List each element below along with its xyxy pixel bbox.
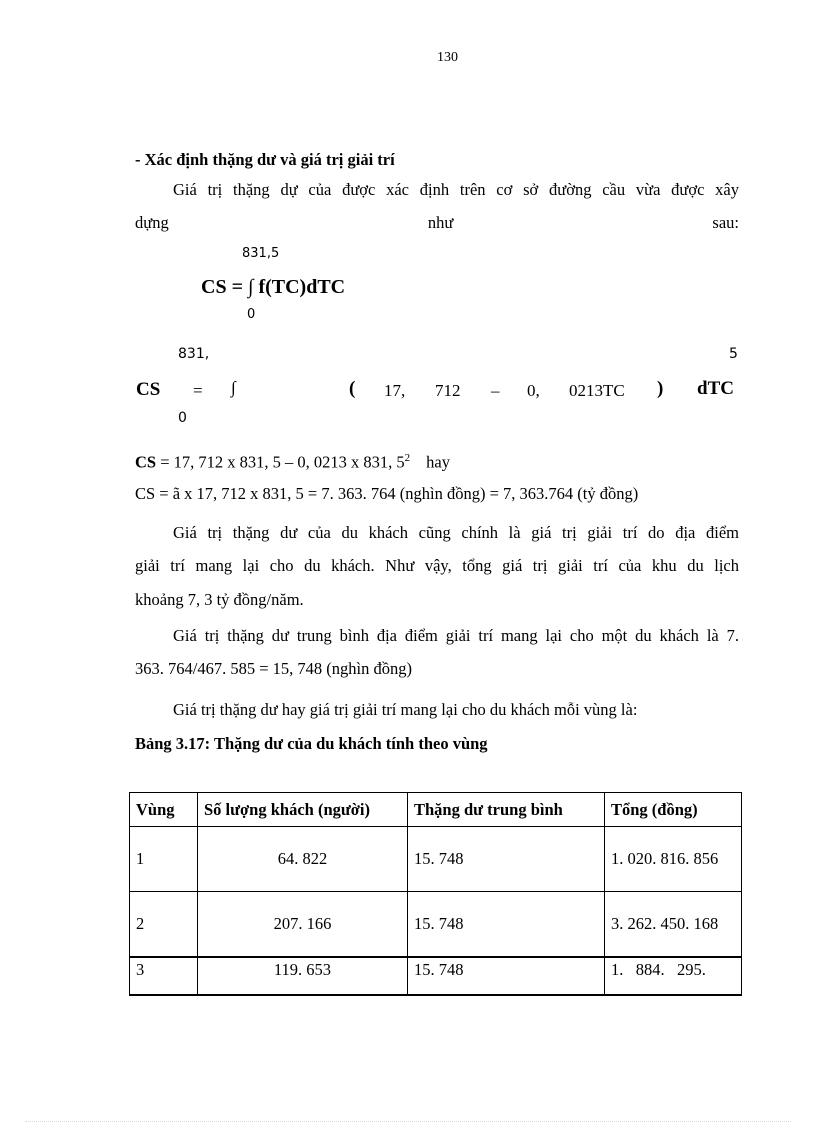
word: như bbox=[427, 213, 454, 232]
cell-region: 2 bbox=[130, 892, 198, 958]
table-row bbox=[130, 892, 742, 958]
cell-visitors: 64. 822 bbox=[198, 827, 408, 892]
table-caption: Bảng 3.17: Thặng dư của du khách tính theo vùng bbox=[135, 734, 488, 753]
word: sau: bbox=[712, 213, 739, 232]
calculation-line-2: CS = ã x 17, 712 x 831, 5 = 7. 363. 764 (nghìn đồng) = 7, 363.764 (tỷ đồng) bbox=[135, 484, 639, 503]
word: dựng bbox=[135, 213, 169, 232]
page-number: 130 bbox=[437, 50, 458, 65]
cell-region: 1 bbox=[130, 827, 198, 892]
surplus-by-region-table bbox=[129, 792, 742, 996]
integral-upper-limit: 831,5 bbox=[242, 246, 280, 261]
section-title: - Xác định thặng dư và giá trị giải trí bbox=[135, 150, 395, 169]
cell-visitors: 119. 653 bbox=[198, 957, 408, 995]
formula2-close-paren: ) bbox=[657, 378, 664, 399]
formula2-minus: – bbox=[491, 381, 500, 400]
formula2-lhs: CS bbox=[136, 379, 161, 400]
paragraph-2-line-3: khoảng 7, 3 tỷ đồng/năm. bbox=[135, 590, 304, 609]
table-header-row bbox=[130, 793, 742, 827]
paragraph-4: Giá trị thặng dư hay giá trị giải trí mang lại cho du khách mỗi vùng là: bbox=[173, 700, 638, 719]
paragraph-2-line-2: giải trí mang lại cho du khách. Như vậy, tổng giá trị giải trí của khu du lịch bbox=[135, 556, 739, 575]
formula2-slope-frac: 0213TC bbox=[569, 381, 625, 400]
integral2-lower-limit: 0 bbox=[178, 410, 187, 426]
formula2-dtc: dTC bbox=[697, 378, 734, 399]
header-total: Tổng (đồng) bbox=[605, 793, 742, 827]
table-row bbox=[130, 957, 742, 995]
paragraph-3-line-2: 363. 764/467. 585 = 15, 748 (nghìn đồng) bbox=[135, 659, 412, 678]
cell-total: 1. 884. 295. bbox=[605, 957, 742, 995]
formula2-slope: 0, bbox=[527, 381, 540, 400]
cell-total: 1. 020. 816. 856 bbox=[605, 827, 742, 892]
formula2-coef-frac: 712 bbox=[435, 381, 461, 400]
cell-total: 3. 262. 450. 168 bbox=[605, 892, 742, 958]
cell-avg-surplus: 15. 748 bbox=[408, 892, 605, 958]
header-region: Vùng bbox=[130, 793, 198, 827]
formula2-equals: = bbox=[193, 381, 203, 400]
integral-lower-limit: 0 bbox=[247, 307, 256, 322]
integral2-upper-limit: 831, bbox=[178, 346, 210, 362]
cell-region: 3 bbox=[130, 957, 198, 995]
table-row bbox=[130, 827, 742, 892]
header-visitors: Số lượng khách (người) bbox=[198, 793, 408, 827]
cell-avg-surplus: 15. 748 bbox=[408, 957, 605, 995]
cell-avg-surplus: 15. 748 bbox=[408, 827, 605, 892]
paragraph-3-line-1: Giá trị thặng dư trung bình địa điểm giải trí mang lại cho một du khách là 7. bbox=[173, 626, 739, 645]
cell-visitors: 207. 166 bbox=[198, 892, 408, 958]
formula2-integral-sign: ∫ bbox=[231, 378, 236, 397]
paragraph-1-line-1: Giá trị thặng dự của được xác định trên cơ sở đường cầu vừa được xây bbox=[173, 180, 739, 199]
formula2-open-paren: ( bbox=[349, 378, 356, 399]
calculation-line-1: CS = 17, 712 x 831, 5 – 0, 0213 x 831, $5^2$ hay bbox=[135, 452, 450, 472]
formula2-coef: 17, bbox=[384, 381, 406, 400]
paragraph-2-line-1: Giá trị thặng dư của du khách cũng chính là giá trị giải trí do địa điểm bbox=[173, 523, 739, 542]
page-bottom-divider bbox=[25, 1121, 791, 1122]
integral2-upper-limit-suffix: 5 bbox=[729, 346, 738, 362]
integral-formula: CS = ∫ f(TC)dTC bbox=[201, 276, 346, 298]
header-avg-surplus: Thặng dư trung bình bbox=[408, 793, 605, 827]
paragraph-1-line-2 bbox=[135, 213, 739, 233]
